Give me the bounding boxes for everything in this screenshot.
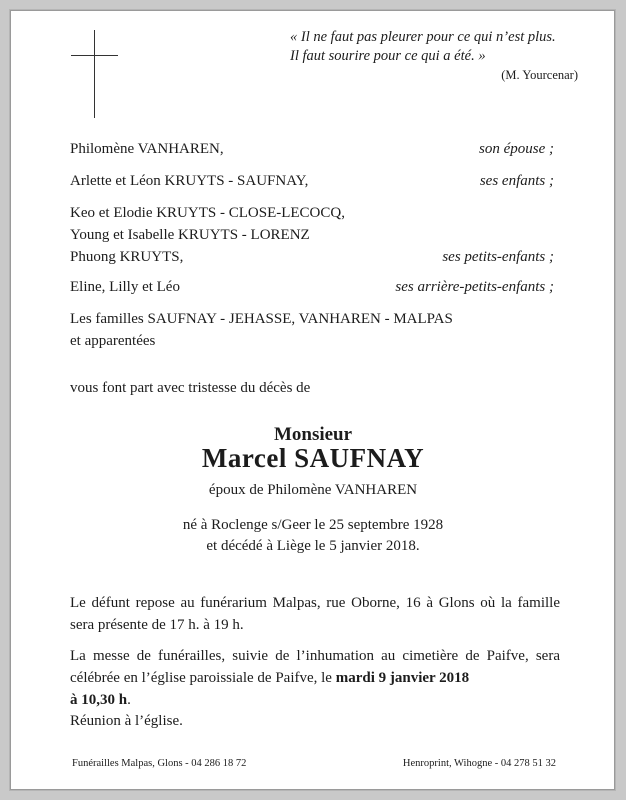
family-names: Keo et Elodie KRUYTS - CLOSE-LECOCQ, [70,205,345,221]
mass-text: La messe de funérailles, suivie de l’inhumation au cimetière de Paifve, sera célébrée en l’église paroissiale de Paifve, le [70,648,560,686]
family-names: Les familles SAUFNAY - JEHASSE, VANHAREN - MALPAS [70,311,453,327]
family-names: Young et Isabelle KRUYTS - LORENZ [70,227,310,243]
mass-end: . [127,692,131,708]
quote-block [238,28,578,85]
deceased-born: né à Roclenge s/Geer le 25 septembre 1928 [182,517,444,533]
reunion-line: Réunion à l’église. [70,713,183,729]
family-names: Eline, Lilly et Léo [70,279,180,295]
repose-paragraph: Le défunt repose au funérarium Malpas, rue Oborne, 16 à Glons où la famille sera présente de 17 h. à 19 h. [70,595,560,633]
family-names: Phuong KRUYTS, [70,249,184,265]
quote-attribution: (M. Yourcenar) [501,68,578,82]
family-role: ses enfants ; [479,173,554,189]
mass-date: mardi 9 janvier 2018 [335,670,470,686]
quote-line-2: Il faut sourire pour ce qui a été. » [290,48,486,64]
quote-line-1: « Il ne faut pas pleurer pour ce qui n’est plus. [290,29,556,45]
family-names: Arlette et Léon KRUYTS - SAUFNAY, [70,173,309,189]
family-names: Philomène VANHAREN, [70,141,224,157]
cross-icon-bar [71,55,118,56]
deceased-died: et décédé à Liège le 5 janvier 2018. [206,538,420,554]
footer-printer: Henroprint, Wihogne - 04 278 51 32 [402,758,556,769]
deceased-title: Monsieur [273,424,353,445]
family-role: son épouse ; [479,141,554,157]
family-names: et apparentées [70,333,156,349]
cross-icon [94,30,95,118]
deceased-name: Marcel SAUFNAY [201,443,425,473]
family-entry-spouse [70,138,554,160]
funeral-mass-paragraph [70,645,560,711]
family-role: ses petits-enfants ; [442,249,554,265]
family-entry-grandchildren [70,202,554,268]
announcement: vous font part avec tristesse du décès de [70,380,311,396]
family-entry-great-grandchildren [70,276,554,298]
family-entry-relatives [70,308,554,352]
family-entry-children [70,170,554,192]
deceased-spouse: époux de Philomène VANHAREN [208,482,418,498]
mass-time: à 10,30 h [70,692,128,708]
footer-funeral-home: Funérailles Malpas, Glons - 04 286 18 72 [72,758,247,769]
family-role: ses arrière-petits-enfants ; [395,279,554,295]
